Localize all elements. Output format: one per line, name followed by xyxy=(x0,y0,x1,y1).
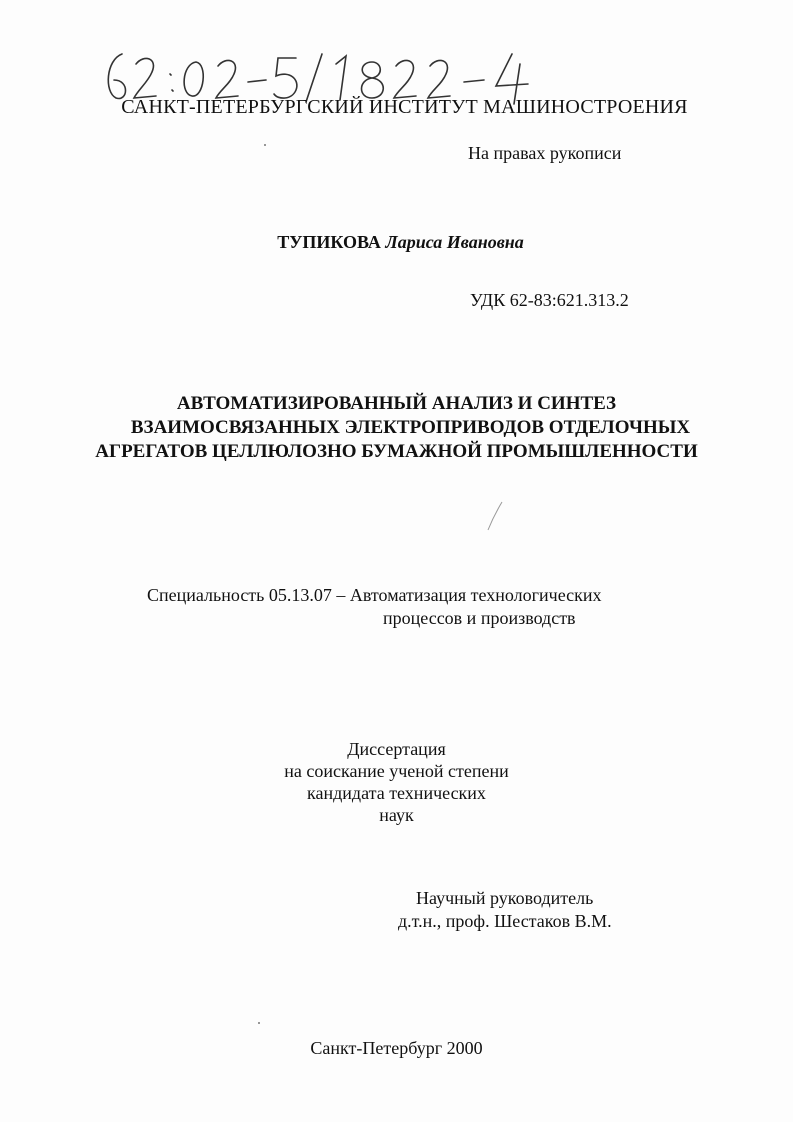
degree-line: на соискание ученой степени xyxy=(284,761,509,781)
author-surname: ТУПИКОВА xyxy=(277,232,381,252)
degree-line: Диссертация xyxy=(347,739,446,759)
title-line: АВТОМАТИЗИРОВАННЫЙ АНАЛИЗ И СИНТЕЗ xyxy=(176,393,617,414)
scan-pencil-mark xyxy=(480,498,510,534)
specialty-line-2: процессов и производств xyxy=(383,608,576,628)
manuscript-rights-note: На правах рукописи xyxy=(468,143,622,163)
degree-line: кандидата технических xyxy=(307,783,486,803)
scan-speck xyxy=(264,144,266,146)
supervisor-role: Научный руководитель xyxy=(416,888,594,908)
scan-speck xyxy=(258,1022,260,1024)
supervisor-name: д.т.н., проф. Шестаков В.М. xyxy=(398,911,612,931)
degree-line: наук xyxy=(379,805,414,825)
dissertation-title xyxy=(0,392,793,464)
author-given-names: Лариса Ивановна xyxy=(385,232,524,252)
title-line: АГРЕГАТОВ ЦЕЛЛЮЛОЗНО БУМАЖНОЙ ПРОМЫШЛЕННОСТИ xyxy=(95,441,698,462)
city-and-year: Санкт-Петербург 2000 xyxy=(310,1038,483,1058)
udc-code: УДК 62-83:621.313.2 xyxy=(470,290,629,310)
dissertation-degree-block xyxy=(0,738,793,826)
author-name xyxy=(0,232,793,253)
pencil-mark-drawing xyxy=(480,498,510,534)
title-line: ВЗАИМОСВЯЗАННЫХ ЭЛЕКТРОПРИВОДОВ ОТДЕЛОЧНЫХ xyxy=(130,417,691,438)
specialty-line-1: Специальность 05.13.07 – Автоматизация технологических xyxy=(147,585,602,605)
institute-name: САНКТ-ПЕТЕРБУРГСКИЙ ИНСТИТУТ МАШИНОСТРОЕНИЯ xyxy=(121,96,688,118)
